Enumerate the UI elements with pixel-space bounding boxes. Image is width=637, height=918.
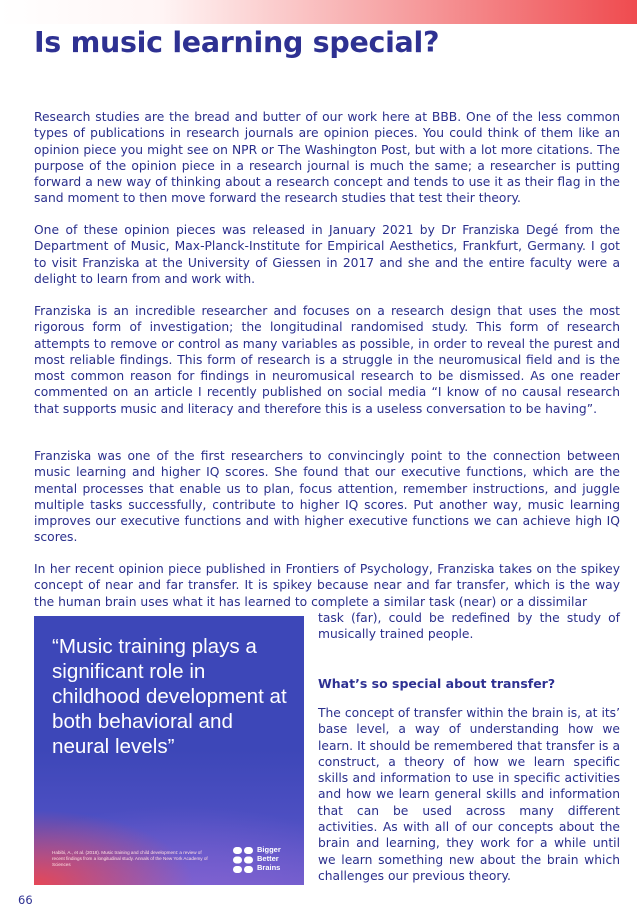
page-title: Is music learning special? (34, 26, 440, 59)
continuation-paragraph: task (far), could be redefined by the study of musically trained people. (318, 611, 620, 642)
body-paragraph-3: Franziska is an incredible researcher and focuses on a research design that uses the most rigorous form of investigation; the longitudinal randomised study. This form of research attempts to remove or control as many variables as possible, in order to reveal the purest and most reliable findings. This form of research is a struggle in the neuromusical field and is the most common reason for findings in neuromusical research to be dismissed. As one reader commented on an article I recently published on social media “I know of no causal research that supports music and literacy and therefore this is a useless conversation to be having”. (34, 304, 620, 416)
section-subheading: What’s so special about transfer? (318, 676, 556, 691)
body-paragraph-5: In her recent opinion piece published in Frontiers of Psychology, Franziska takes on the spikey concept of near and far transfer. It is spikey because near and far transfer, which is the way the human brain uses what it has learned to complete a similar task (near) or a dissimilar (34, 562, 620, 609)
bigger-better-brains-logo (232, 843, 298, 875)
quote-text: “Music training plays a significant role in childhood development at both behavioral and neural levels” (52, 635, 287, 758)
page-number: 66 (18, 893, 33, 907)
body-paragraph-4: Franziska was one of the first researchers to convincingly point to the connection between music learning and higher IQ scores. She found that our executive functions, which are the mental processes that enable us to plan, focus attention, remember instructions, and juggle multiple tasks successfully, contribute to higher IQ scores. Put another way, music learning improves our executive functions and with higher executive functions we can achieve high IQ scores. (34, 449, 620, 545)
quote-card (34, 616, 304, 885)
logo-line-brains: Brains (257, 863, 281, 872)
top-gradient-band (0, 0, 637, 24)
body-paragraph-1: Research studies are the bread and butter of our work here at BBB. One of the less common types of publications in research journals are opinion pieces. You could think of them like an opinion piece you might see on NPR or The Washington Post, but with a lot more citations. The purpose of the opinion piece in a research journal is much the same; a researcher is putting forward a new way of thinking about a research concept and tends to use it as their flag in the sand moment to then move forward the research studies that test their theory. (34, 110, 620, 206)
brain-logo-icon (232, 846, 254, 874)
logo-wordmark (257, 845, 281, 872)
logo-line-bigger: Bigger (257, 845, 281, 854)
quote-citation: Habibi, A., et al. (2018). Music training and child development: a review of recent findings from a longitudinal study. Annals of the New York Academy of Sciences (52, 850, 208, 867)
logo-line-better: Better (257, 854, 279, 863)
transfer-paragraph: The concept of transfer within the brain is, at its’ base level, a way of understanding how we learn. It should be remembered that transfer is a construct, a theory of how we learn specific skills and information to use in specific activities and how we learn general skills and information that can be used across many different activities. As with all of our concepts about the brain and learning, they work for a while until we learn something new about the brain which challenges our previous theory. (318, 706, 620, 883)
body-paragraph-2: One of these opinion pieces was released in January 2021 by Dr Franziska Degé from the Department of Music, Max-Planck-Institute for Empirical Aesthetics, Frankfurt, Germany. I got to visit Franziska at the University of Giessen in 2017 and she and the entire faculty were a delight to learn from and work with. (34, 223, 620, 286)
